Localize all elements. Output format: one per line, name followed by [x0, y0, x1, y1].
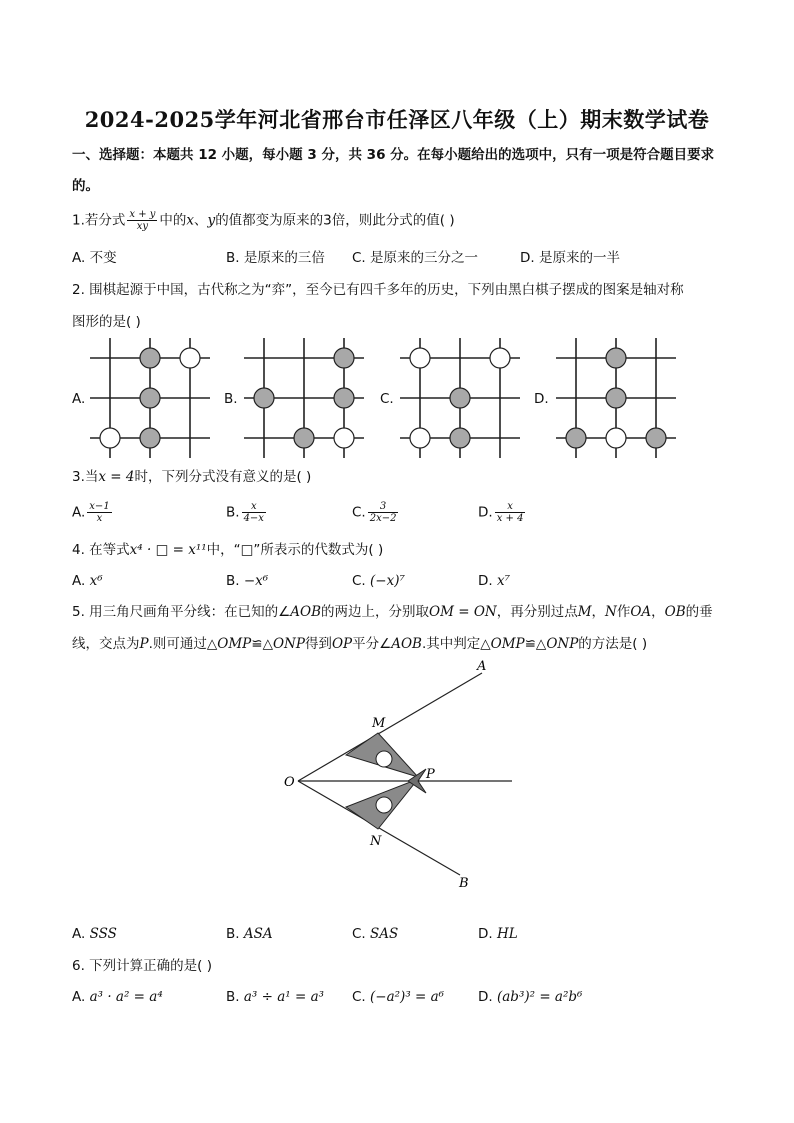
q2-option-a-label[interactable]: A. [72, 391, 86, 407]
question-1-stem: 1.若分式 $\frac{x + y}{xy}$ 中的x、y的值都变为原来的3倍，则此分式的值( ) [72, 209, 455, 232]
stone-gray [606, 348, 626, 368]
set-square-hole-top [376, 751, 392, 767]
q6-option-c[interactable]: C. (−a²)³ = a⁶ [352, 989, 445, 1005]
stone-gray [566, 428, 586, 448]
stone-gray [606, 388, 626, 408]
q6-option-d[interactable]: D. (ab³)² = a²b⁶ [478, 989, 583, 1005]
go-board-b[interactable] [244, 338, 364, 458]
q5-option-c[interactable]: C. SAS [352, 926, 399, 942]
stone-gray [334, 348, 354, 368]
stone-gray [450, 428, 470, 448]
stone-gray [140, 348, 160, 368]
go-board-a[interactable] [90, 338, 210, 458]
question-2-line1: 2. 围棋起源于中国，古代称之为“弈”，至今已有四千多年的历史，下列由黑白棋子摆成的图案是轴对称 [72, 282, 684, 298]
q5-option-b[interactable]: B. ASA [226, 926, 273, 942]
stone-white [606, 428, 626, 448]
question-5-line2: 线，交点为P.则可通过△OMP≌△ONP得到OP平分∠AOB.其中判定△OMP≌△ONP的方法是( ) [72, 636, 648, 652]
stone-white [180, 348, 200, 368]
q6-option-b[interactable]: B. a³ ÷ a¹ = a³ [226, 989, 325, 1005]
stone-gray [646, 428, 666, 448]
question-5-line1: 5. 用三角尺画角平分线：在已知的∠AOB的两边上，分别取OM = ON，再分别过点M，N作OA，OB的垂 [72, 604, 713, 620]
q5-option-a[interactable]: A. SSS [72, 926, 117, 942]
stone-gray [294, 428, 314, 448]
stone-white [334, 428, 354, 448]
go-board-d[interactable] [556, 338, 676, 458]
q2-option-c-label[interactable]: C. [380, 391, 394, 407]
set-square-hole-bottom [376, 797, 392, 813]
stone-gray [140, 388, 160, 408]
q4-option-c[interactable]: C. (−x)⁷ [352, 573, 405, 589]
q2-option-b-label[interactable]: B. [224, 391, 238, 407]
label-b: B [459, 876, 469, 891]
label-n: N [370, 834, 382, 849]
stone-gray [450, 388, 470, 408]
label-m: M [372, 716, 386, 731]
label-a: A [477, 659, 487, 674]
question-6-stem: 6. 下列计算正确的是( ) [72, 958, 212, 974]
question-4-stem: 4. 在等式x⁴ · □ = x¹¹中，“□”所表示的代数式为( ) [72, 542, 384, 558]
q1-option-d[interactable]: D. 是原来的一半 [520, 250, 620, 266]
stone-gray [140, 428, 160, 448]
angle-bisector-figure [270, 655, 530, 895]
q4-option-d[interactable]: D. x⁷ [478, 573, 511, 589]
question-2-line2: 图形的是( ) [72, 314, 141, 330]
stone-white [490, 348, 510, 368]
stone-white [410, 348, 430, 368]
question-3-stem: 3.当x = 4时，下列分式没有意义的是( ) [72, 469, 312, 485]
q1-option-b[interactable]: B. 是原来的三倍 [226, 250, 325, 266]
q1-option-c[interactable]: C. 是原来的三分之一 [352, 250, 479, 266]
q1-option-a[interactable]: A. 不变 [72, 250, 117, 266]
q5-option-d[interactable]: D. HL [478, 926, 518, 942]
q3-option-d[interactable]: D. $\frac{x}{x + 4}$ [478, 501, 524, 524]
label-o: O [284, 775, 295, 790]
q3-option-c[interactable]: C. $\frac{3}{2x-2}$ [352, 501, 397, 524]
stone-gray [334, 388, 354, 408]
section-header-line1: 一、选择题：本题共 12 小题，每小题 3 分，共 36 分。在每小题给出的选项中，只有一项是符合题目要求 [72, 147, 715, 163]
stone-gray [254, 388, 274, 408]
stone-white [100, 428, 120, 448]
q2-option-d-label[interactable]: D. [534, 391, 549, 407]
q3-option-a[interactable]: A. $\frac{x-1}{x}$ [72, 501, 110, 524]
q4-option-a[interactable]: A. x⁶ [72, 573, 103, 589]
section-header-line2: 的。 [72, 178, 99, 194]
go-board-c[interactable] [400, 338, 520, 458]
stone-white [410, 428, 430, 448]
q1-fraction: $\frac{x + y}{xy}$ [129, 209, 156, 232]
q4-option-b[interactable]: B. −x⁶ [226, 573, 269, 589]
q6-option-a[interactable]: A. a³ · a² = a⁴ [72, 989, 163, 1005]
exam-title: 2024-2025学年河北省邢台市任泽区八年级（上）期末数学试卷 [84, 107, 710, 132]
q3-option-b[interactable]: B. $\frac{x}{4-x}$ [226, 501, 264, 524]
label-p: P [426, 767, 435, 782]
